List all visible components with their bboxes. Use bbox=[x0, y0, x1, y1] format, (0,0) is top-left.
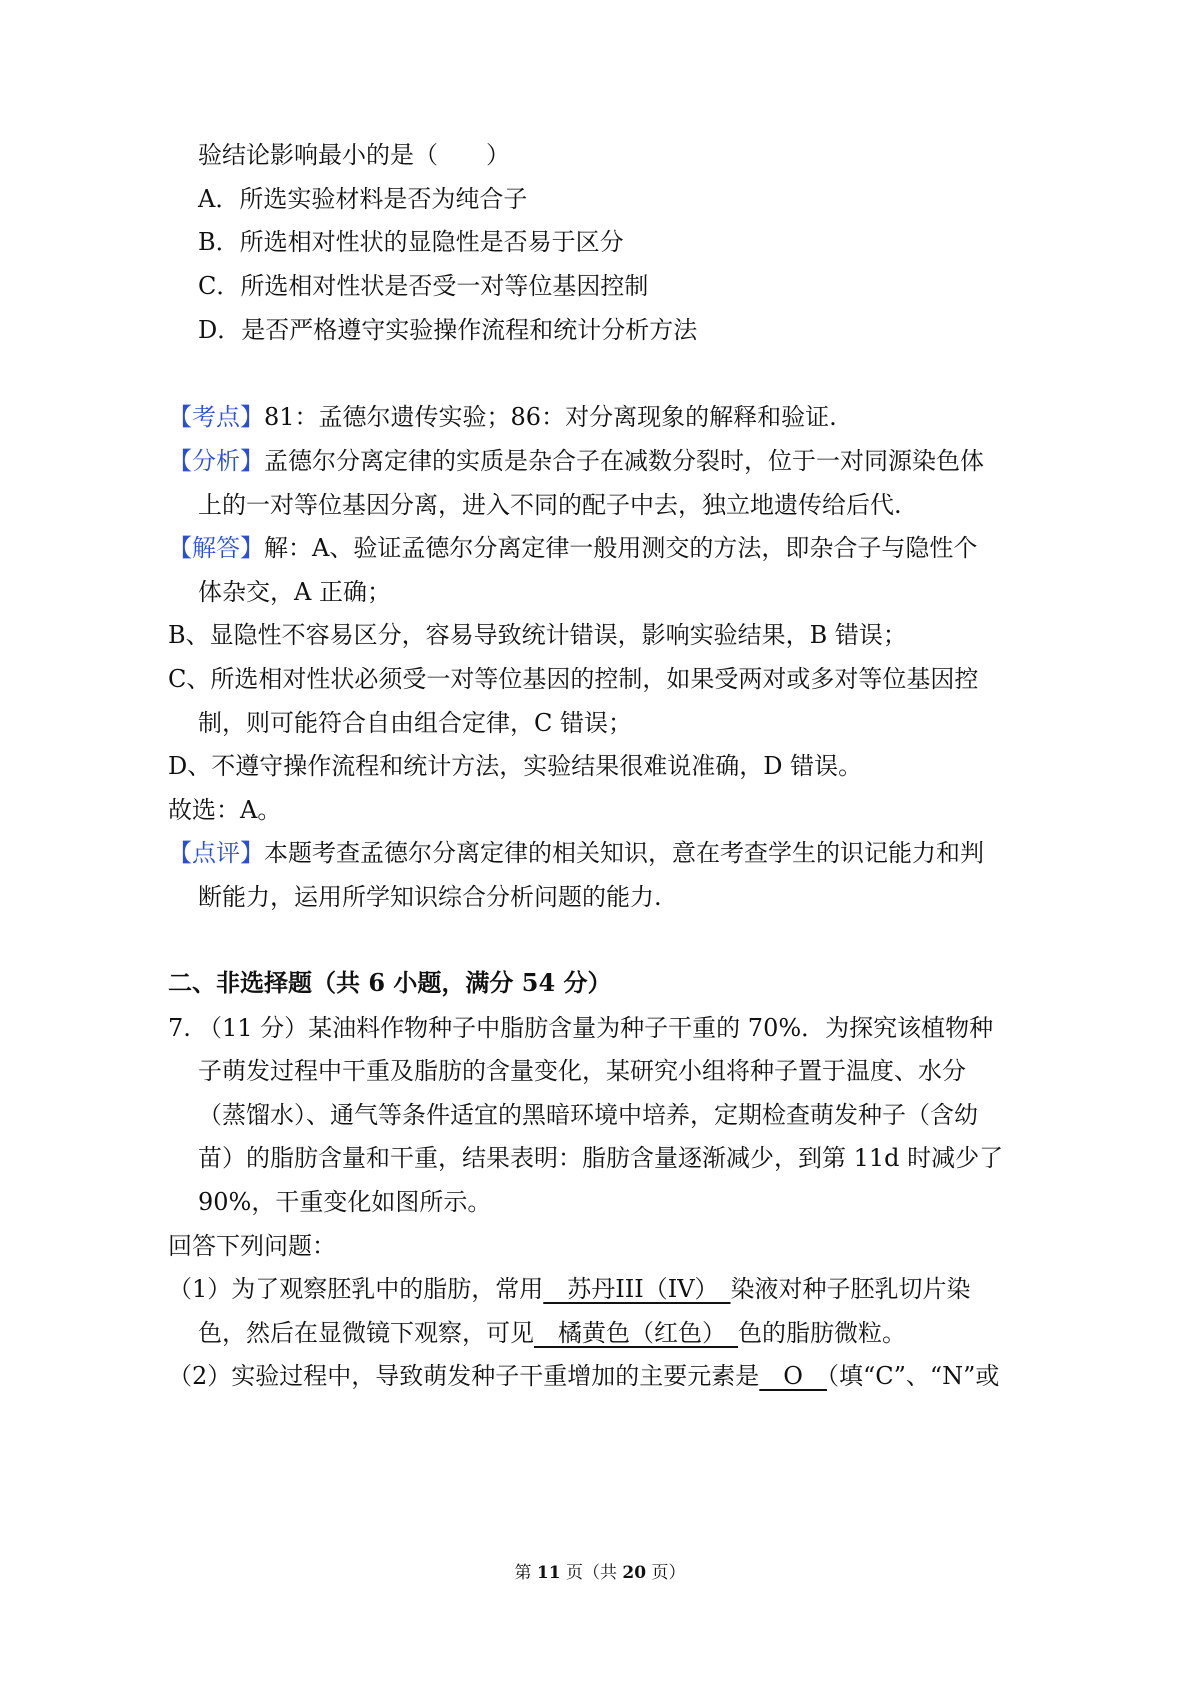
page-footer bbox=[0, 1561, 1200, 1585]
q6-option-a: A．所选实验材料是否为纯合子 bbox=[198, 185, 528, 213]
q7-sub1-line-1 bbox=[168, 1272, 971, 1306]
fenxi-text-2: 上的一对等位基因分离，进入不同的配子中去，独立地遗传给后代. bbox=[198, 491, 902, 519]
q7-sub1-cont-post: 色的脂肪微粒。 bbox=[738, 1319, 906, 1347]
q7-sub1-pre: （1）为了观察胚乳中的脂肪，常用 bbox=[168, 1275, 544, 1303]
jieda-text-2: 体杂交，A 正确； bbox=[198, 578, 391, 606]
footer-total-pages: 20 bbox=[622, 1563, 647, 1583]
footer-pre: 第 bbox=[514, 1563, 537, 1583]
footer-page-number: 11 bbox=[536, 1563, 561, 1583]
jieda-c-1: C、所选相对性状必须受一对等位基因的控制，如果受两对或多对等位基因控 bbox=[168, 665, 979, 693]
q7-sub1-line-2 bbox=[198, 1316, 906, 1350]
q7-sub1-blank-1: 苏丹III（IV） bbox=[543, 1275, 731, 1303]
q7-sub2-line bbox=[168, 1359, 999, 1393]
q7-prompt: 回答下列问题： bbox=[168, 1232, 336, 1260]
jieda-text-1: 解：A、验证孟德尔分离定律一般用测交的方法，即杂合子与隐性个 bbox=[264, 534, 978, 562]
fenxi-line-1 bbox=[168, 444, 984, 478]
q7-sub2-blank: O bbox=[759, 1362, 827, 1390]
dianping-tag: 【点评】 bbox=[168, 839, 264, 867]
jieda-answer: 故选：A。 bbox=[168, 796, 282, 824]
jieda-line-1 bbox=[168, 531, 977, 565]
q7-stem-3: （蒸馏水）、通气等条件适宜的黑暗环境中培养，定期检查萌发种子（含幼 bbox=[198, 1101, 978, 1129]
q7-sub1-cont-pre: 色，然后在显微镜下观察，可见 bbox=[198, 1319, 534, 1347]
q7-stem-1: （11 分）某油料作物种子中脂肪含量为种子干重的 70%．为探究该植物种 bbox=[198, 1014, 994, 1042]
q7-stem-5: 90%，干重变化如图所示。 bbox=[198, 1188, 492, 1216]
jieda-d: D、不遵守操作流程和统计方法，实验结果很难说准确，D 错误。 bbox=[168, 752, 863, 780]
q6-stem-tail: 验结论影响最小的是（ ） bbox=[198, 141, 510, 169]
q7-stem-2: 子萌发过程中干重及脂肪的含量变化，某研究小组将种子置于温度、水分 bbox=[198, 1057, 966, 1085]
q6-option-d: D．是否严格遵守实验操作流程和统计分析方法 bbox=[198, 316, 698, 344]
kaodian-tag: 【考点】 bbox=[168, 403, 264, 431]
jieda-tag: 【解答】 bbox=[168, 534, 264, 562]
dianping-text-2: 断能力，运用所学知识综合分析问题的能力. bbox=[198, 883, 662, 911]
q6-option-c: C．所选相对性状是否受一对等位基因控制 bbox=[198, 272, 649, 300]
section-heading: 二、非选择题（共 6 小题，满分 54 分） bbox=[168, 968, 612, 997]
q6-option-b: B．所选相对性状的显隐性是否易于区分 bbox=[198, 228, 624, 256]
q7-sub2-pre: （2）实验过程中，导致萌发种子干重增加的主要元素是 bbox=[168, 1362, 760, 1390]
fenxi-tag: 【分析】 bbox=[168, 447, 264, 475]
dianping-line-1 bbox=[168, 836, 984, 870]
jieda-c-2: 制，则可能符合自由组合定律，C 错误； bbox=[198, 709, 632, 737]
kaodian-line bbox=[168, 400, 837, 434]
kaodian-text: 81：孟德尔遗传实验；86：对分离现象的解释和验证. bbox=[264, 403, 837, 431]
q7-number: 7. bbox=[168, 1014, 191, 1042]
q7-sub2-post: （填“C”、“N”或 bbox=[826, 1362, 1000, 1390]
q7-sub1-blank-2: 橘黄色（红色） bbox=[534, 1319, 738, 1347]
fenxi-text-1: 孟德尔分离定律的实质是杂合子在减数分裂时，位于一对同源染色体 bbox=[264, 447, 984, 475]
jieda-b: B、显隐性不容易区分，容易导致统计错误，影响实验结果，B 错误； bbox=[168, 621, 907, 649]
q7-sub1-mid: 染液对种子胚乳切片染 bbox=[730, 1275, 971, 1303]
footer-mid: 页（共 bbox=[560, 1563, 623, 1583]
footer-post: 页） bbox=[646, 1563, 686, 1583]
q7-stem-4: 苗）的脂肪含量和干重，结果表明：脂肪含量逐渐减少，到第 11d 时减少了 bbox=[198, 1144, 1004, 1172]
dianping-text-1: 本题考查孟德尔分离定律的相关知识，意在考查学生的识记能力和判 bbox=[264, 839, 984, 867]
